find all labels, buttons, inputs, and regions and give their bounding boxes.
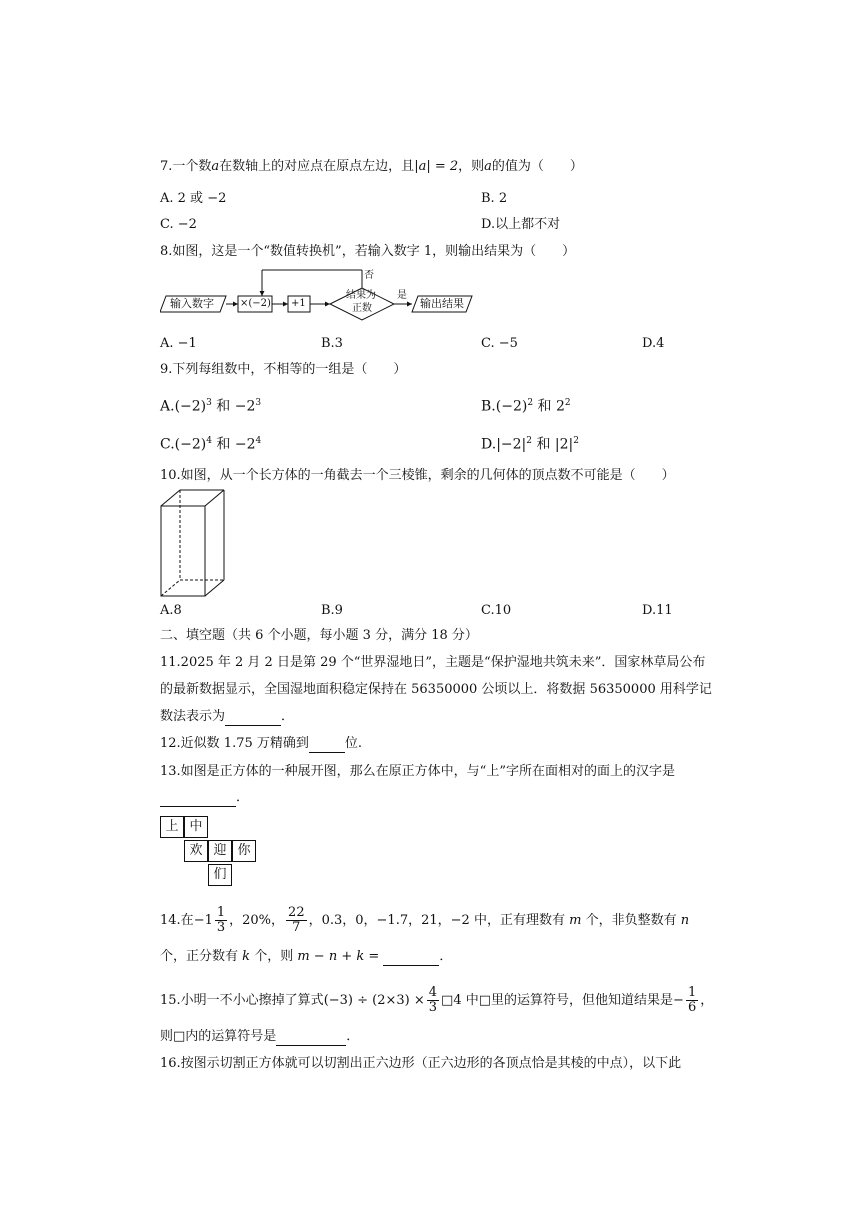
question-9: 9.下列每组数中，不相等的一组是（ ） bbox=[160, 362, 407, 377]
q15-expression: (−3) ÷ (2×3) × bbox=[323, 993, 425, 1008]
question-7 bbox=[160, 158, 583, 176]
q9-c-exp2: 4 bbox=[255, 436, 262, 446]
q14-var-n: n bbox=[680, 913, 690, 928]
q12-text-end: 位. bbox=[344, 736, 363, 751]
q15-result-denominator: 6 bbox=[687, 1000, 697, 1015]
q14-var-m: m bbox=[569, 913, 582, 928]
flow-output-label: 输出结果 bbox=[420, 297, 464, 310]
q10-option-d: D.11 bbox=[642, 603, 673, 618]
q14-line-2-end: ． bbox=[439, 949, 453, 964]
q9-a-exp2: 3 bbox=[255, 398, 262, 408]
q15-text-start: 15.小明一不小心擦掉了算式 bbox=[160, 993, 324, 1008]
q14-text-mid: 个，非负整数有 bbox=[585, 913, 677, 928]
q15-line-1 bbox=[160, 984, 713, 1018]
q15-line-2-end: ． bbox=[346, 1029, 360, 1044]
q9-d-label: D. bbox=[481, 436, 497, 453]
q11-line-3-end: ． bbox=[281, 709, 295, 724]
q10-option-b: B.9 bbox=[321, 603, 343, 618]
q15-result-fraction bbox=[686, 986, 698, 1015]
q14-fraction bbox=[286, 906, 307, 935]
q15-answer-blank[interactable] bbox=[276, 1032, 346, 1046]
q9-option-d bbox=[481, 432, 579, 454]
q9-option-c bbox=[160, 432, 261, 454]
q9-c-base1: (−2) bbox=[174, 436, 207, 453]
q9-c-label: C. bbox=[160, 436, 175, 453]
net-cell-ying: 迎 bbox=[208, 840, 232, 862]
q15-result-sign: − bbox=[673, 993, 684, 1008]
q13-line-2-end: ． bbox=[236, 790, 250, 805]
q14-line-2-start: 个，正分数有 bbox=[160, 949, 239, 964]
net-cell-men: 们 bbox=[208, 864, 232, 886]
q7-option-a: A. 2 或 −2 bbox=[160, 191, 227, 206]
q11-line-1: 11.2025 年 2 月 2 日是第 29 个“世界湿地日”，主题是“保护湿地共筑未来”．国家林草局公布 bbox=[160, 655, 706, 670]
q11-line-3-text: 数法表示为 bbox=[160, 709, 226, 724]
q7-abs-equation: |a| = 2 bbox=[414, 159, 459, 174]
q14-fraction-denominator: 7 bbox=[292, 920, 301, 935]
question-10: 10.如图，从一个长方体的一角截去一个三棱锥，剩余的几何体的顶点数不可能是（ ） bbox=[160, 468, 675, 483]
q8-option-d: D.4 bbox=[642, 336, 665, 351]
q7-option-d: D.以上都不对 bbox=[481, 217, 561, 232]
q15-fraction-numerator: 4 bbox=[428, 985, 438, 1000]
q9-c-exp1: 4 bbox=[206, 436, 212, 446]
q13-line-1: 13.如图是正方体的一种展开图，那么在原正方体中，与“上”字所在面相对的面上的汉字是 bbox=[160, 764, 675, 779]
q15-fraction-denominator: 3 bbox=[428, 1000, 438, 1015]
q9-option-b bbox=[481, 394, 571, 416]
q10-option-c: C.10 bbox=[481, 603, 512, 618]
q14-mixed-denominator: 3 bbox=[216, 920, 226, 935]
flow-decision-line1: 结果为 bbox=[346, 290, 376, 301]
q11-answer-blank[interactable] bbox=[225, 712, 281, 726]
q8-option-b: B.3 bbox=[321, 336, 343, 351]
q14-answer-blank[interactable] bbox=[383, 952, 439, 966]
q8-option-c: C. −5 bbox=[481, 336, 518, 351]
q9-b-label: B. bbox=[481, 398, 496, 415]
q12-answer-blank[interactable] bbox=[309, 739, 345, 753]
q13-answer-blank[interactable] bbox=[160, 793, 236, 807]
q10-option-a: A.8 bbox=[160, 603, 182, 618]
q15-result-numerator: 1 bbox=[687, 985, 697, 1000]
q9-c-and: 和 −2 bbox=[211, 436, 256, 453]
q14-list-1: ，20%， bbox=[229, 913, 285, 928]
q9-d-and: 和 |2| bbox=[532, 436, 574, 453]
q12-text: 12.近似数 1.75 万精确到 bbox=[160, 736, 309, 751]
q11-line-2: 的最新数据显示，全国湿地面积稳定保持在 56350000 公顷以上．将数据 56350000 用科学记 bbox=[160, 682, 712, 697]
q14-mixed-whole: −1 bbox=[193, 913, 213, 928]
q9-a-label: A. bbox=[160, 398, 175, 415]
flow-no-label: 否 bbox=[364, 270, 374, 281]
q14-line-2 bbox=[160, 948, 452, 966]
net-cell-ni: 你 bbox=[232, 840, 256, 862]
question-8: 8.如图，这是一个“数值转换机”，若输入数字 1，则输出结果为（ ） bbox=[160, 244, 576, 259]
net-cell-shang: 上 bbox=[160, 816, 184, 838]
question-12 bbox=[160, 735, 362, 753]
q14-list-2: ，0.3，0，−1.7，21，−2 中，正有理数有 bbox=[308, 913, 565, 928]
q9-b-base1: (−2) bbox=[495, 398, 528, 415]
q9-a-exp1: 3 bbox=[206, 398, 212, 408]
q14-mixed-numerator: 1 bbox=[216, 905, 226, 920]
q7-option-c: C. −2 bbox=[160, 217, 197, 232]
q15-fraction bbox=[427, 986, 439, 1015]
q14-line-2-mid: 个，则 bbox=[254, 949, 294, 964]
flowchart-diagram bbox=[160, 266, 480, 328]
q13-line-2 bbox=[160, 789, 249, 807]
q7-var-2: a bbox=[484, 159, 492, 174]
flow-multiply-label: ×(−2) bbox=[240, 298, 271, 309]
q9-a-base1: (−2) bbox=[174, 398, 207, 415]
q14-fraction-numerator: 22 bbox=[288, 905, 305, 920]
net-cell-huan: 欢 bbox=[184, 840, 208, 862]
q7-text-mid2: ，则 bbox=[458, 159, 485, 174]
flow-yes-label: 是 bbox=[397, 290, 407, 301]
q7-text-mid: 在数轴上的对应点在原点左边，且 bbox=[219, 159, 415, 174]
q9-a-and: 和 −2 bbox=[211, 398, 256, 415]
q14-text-start: 14.在 bbox=[160, 913, 194, 928]
q9-d-base1: |−2| bbox=[496, 436, 527, 453]
q14-mixed-fraction bbox=[215, 906, 227, 935]
net-cell-zhong: 中 bbox=[184, 816, 208, 838]
cuboid-figure bbox=[160, 488, 226, 598]
q16-line-1: 16.按图示切割正方体就可以切割出正六边形（正六边形的各顶点恰是其棱的中点），以下此 bbox=[160, 1056, 682, 1071]
q8-option-a: A. −1 bbox=[160, 336, 197, 351]
q9-option-a bbox=[160, 394, 261, 416]
q11-line-3 bbox=[160, 708, 294, 726]
q7-text-start: 7.一个数 bbox=[160, 159, 212, 174]
q9-d-exp1: 2 bbox=[526, 436, 532, 446]
q9-b-exp2: 2 bbox=[564, 398, 571, 408]
section-2-heading: 二、填空题（共 6 个小题，每小题 3 分，满分 18 分） bbox=[160, 628, 478, 643]
q15-line-1-end: ， bbox=[700, 993, 714, 1008]
q14-line-1 bbox=[160, 904, 689, 938]
flow-decision-line2: 正数 bbox=[352, 303, 372, 314]
q15-line-2 bbox=[160, 1028, 359, 1046]
q7-var: a bbox=[211, 159, 220, 174]
q15-line-2-text: 则□内的运算符号是 bbox=[160, 1029, 277, 1044]
q15-text-mid: □4 中□里的运算符号，但他知道结果是 bbox=[441, 993, 674, 1008]
q9-b-and: 和 2 bbox=[533, 398, 565, 415]
flow-plus-label: +1 bbox=[291, 298, 306, 309]
q7-option-b: B. 2 bbox=[481, 191, 508, 206]
q9-b-exp1: 2 bbox=[527, 398, 534, 408]
flow-input-label: 输入数字 bbox=[170, 297, 214, 310]
q9-d-exp2: 2 bbox=[573, 436, 579, 446]
q14-expression: m − n + k = bbox=[297, 949, 380, 964]
q14-var-k: k bbox=[242, 949, 251, 964]
q7-text-end: 的值为（ ） bbox=[491, 159, 583, 174]
